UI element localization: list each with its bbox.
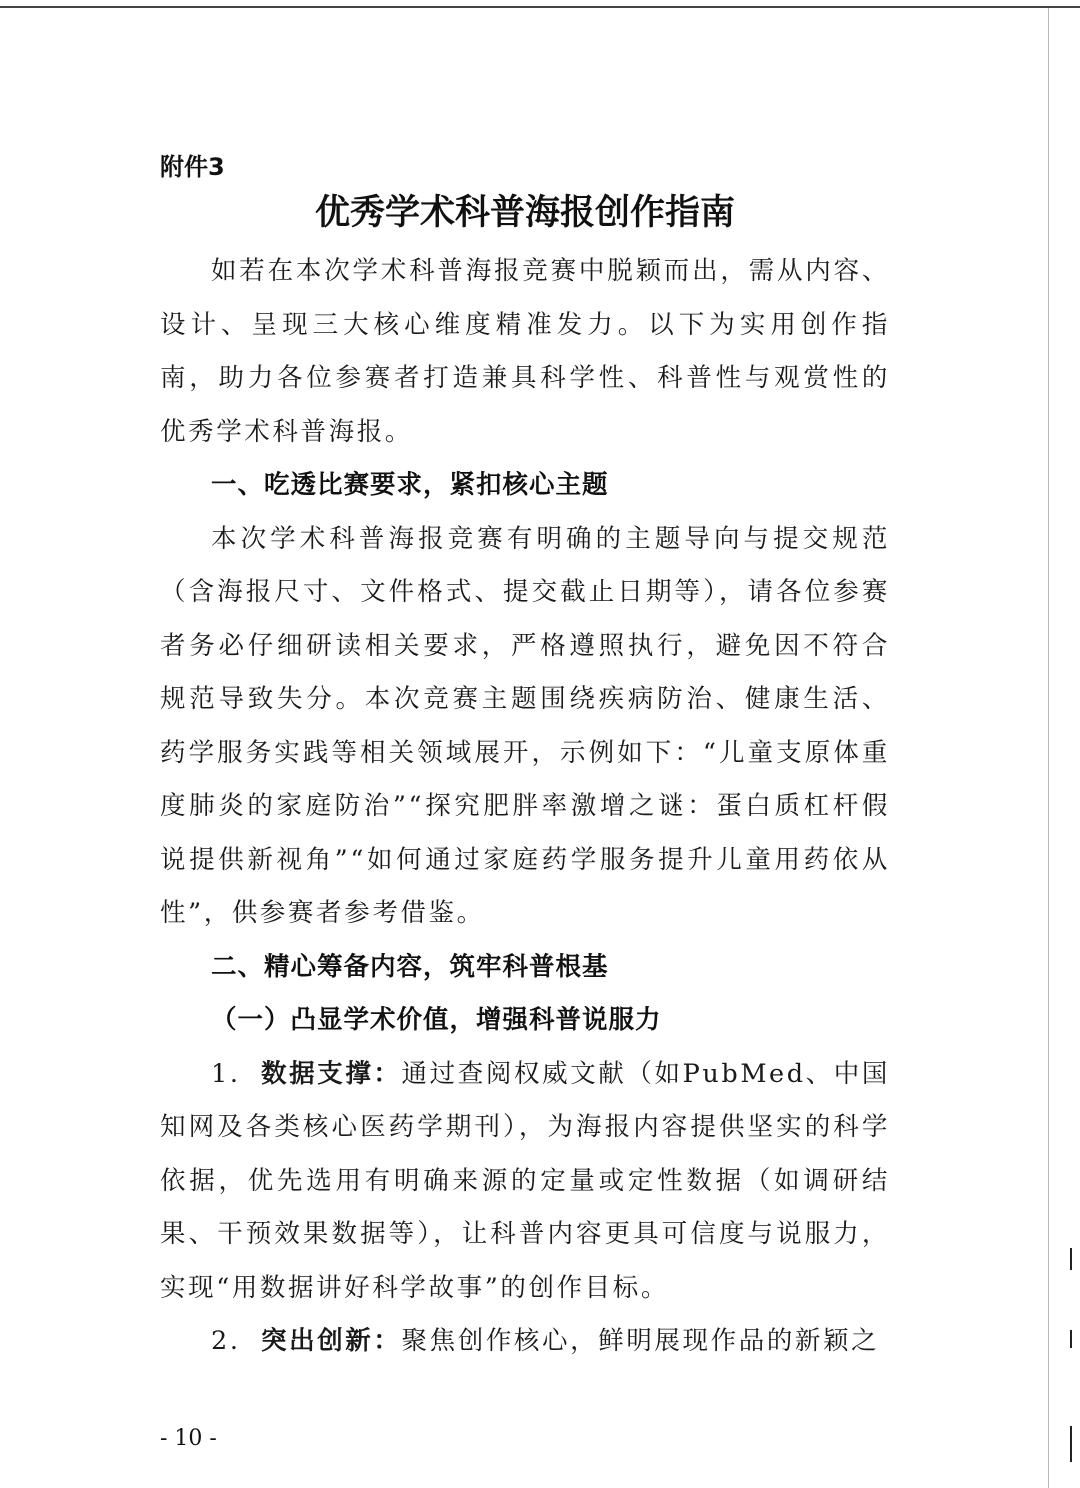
list-item (160, 1315, 890, 1369)
section-2-subheading: （一）凸显学术价值，增强科普说服力 (211, 1005, 662, 1035)
top-scan-border (0, 6, 1080, 8)
document-title: 优秀学术科普海报创作指南 (314, 192, 735, 233)
list-item-label: 突出创新： (261, 1326, 402, 1356)
right-scan-edge (1048, 8, 1049, 1488)
list-item (160, 1048, 890, 1316)
scan-mark (1070, 1330, 1072, 1348)
document-body (160, 245, 890, 1369)
section-2-heading: 二、精心筹备内容，筑牢科普根基 (211, 951, 609, 982)
scan-mark (1070, 1248, 1072, 1270)
list-item-label: 数据支撑： (261, 1058, 402, 1089)
section-1-paragraph: 本次学术科普海报竞赛有明确的主题导向与提交规范（含海报尺寸、文件格式、提交截止日期等），请各位参赛者务必仔细研读相关要求，严格遵照执行，避免因不符合规范导致失分。本次竞赛主题围绕疾病防治、健康生活、药学服务实践等相关领域展开，示例如下：“儿童支原体重度肺炎的家庭防治”“探究肥胖率激增之谜：蛋白质杠杆假说提供新视角”“如何通过家庭药学服务提升儿童用药依从性”，供参赛者参考借鉴。 (160, 523, 890, 928)
attachment-label: 附件3 (160, 153, 225, 181)
list-item-number: 1. (211, 1058, 241, 1089)
page-number: - 10 - (160, 1426, 217, 1451)
section-1-heading: 一、吃透比赛要求，紧扣核心主题 (211, 470, 609, 500)
list-item-number: 2. (211, 1326, 241, 1356)
list-item-text: 通过查阅权威文献（如PubMed、中国知网及各类核心医药学期刊），为海报内容提供坚实的科学依据，优先选用有明确来源的定量或定性数据（如调研结果、干预效果数据等），让科普内容更具可信度与说服力，实现“用数据讲好科学故事”的创作目标。 (160, 1058, 890, 1303)
scan-mark (1070, 1426, 1072, 1462)
list-item-text: 聚焦创作核心，鲜明展现作品的新颖之 (401, 1326, 880, 1356)
intro-paragraph: 如若在本次学术科普海报竞赛中脱颖而出，需从内容、设计、呈现三大核心维度精准发力。以下为实用创作指南，助力各位参赛者打造兼具科学性、科普性与观赏性的优秀学术科普海报。 (160, 256, 890, 447)
